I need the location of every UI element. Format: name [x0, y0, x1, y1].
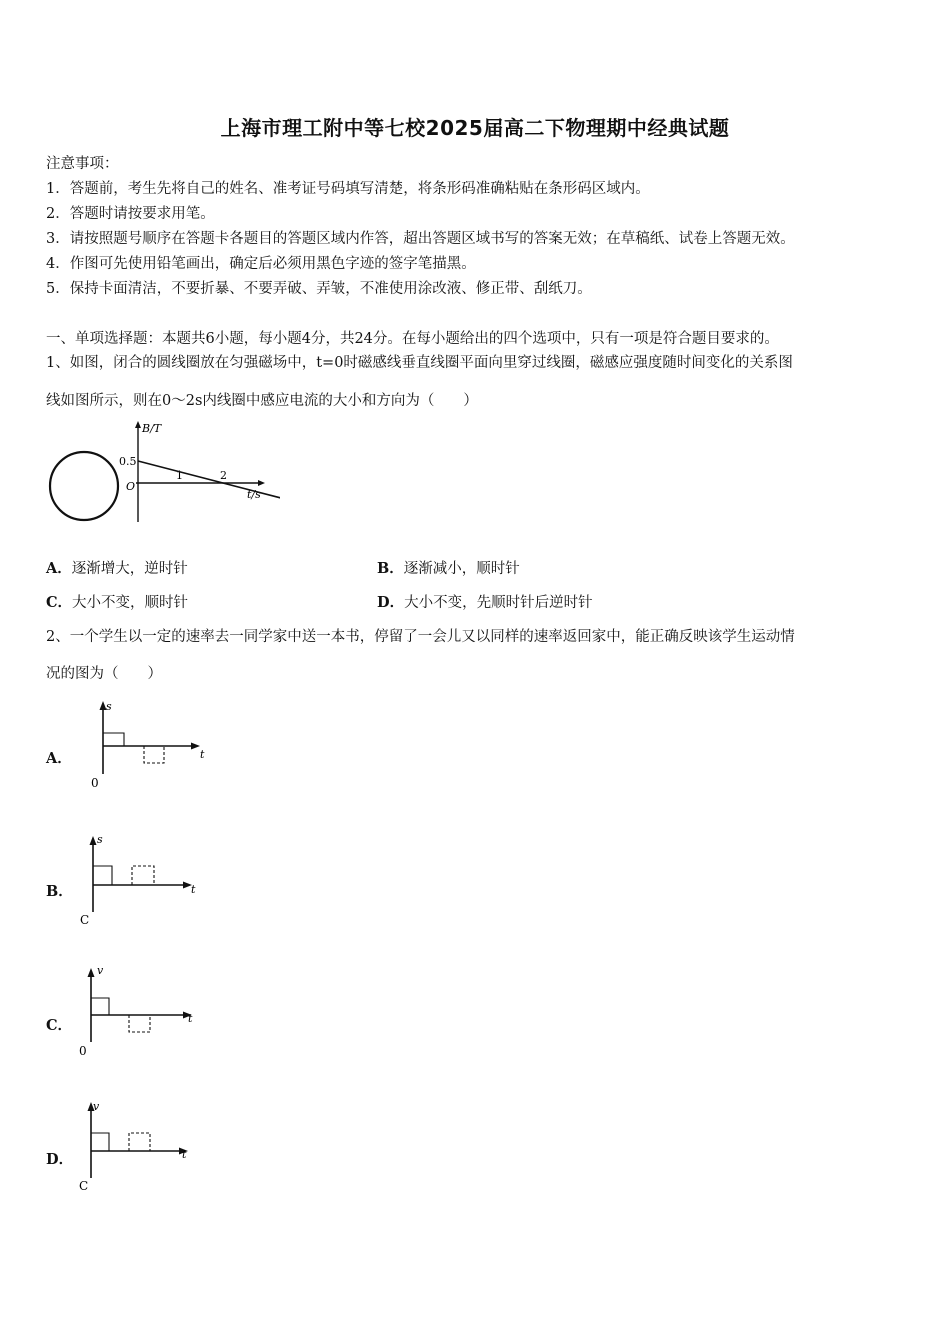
question-1-text: 线如图所示，则在0～2s内线圈中感应电流的大小和方向为（ ）	[46, 393, 478, 409]
x-axis-label: t	[188, 1012, 193, 1025]
y-tick-label: 0.5	[119, 455, 137, 468]
option-text: 大小不变，顺时针	[72, 595, 189, 611]
section-heading: 一、单项选择题：本题共6小题，每小题4分，共24分。在每小题给出的四个选项中，只有一项是符合题目要求的。	[46, 331, 779, 347]
graph-segment	[132, 866, 154, 885]
option-letter: C．	[46, 1017, 73, 1034]
x-axis-arrow	[191, 743, 200, 750]
notice-heading: 注意事项：	[46, 156, 119, 172]
notice-item: 3．请按照题号顺序在答题卡各题目的答题区域内作答，超出答题区域书写的答案无效；在草稿纸、试卷上答题无效。	[46, 231, 795, 247]
graph-segment	[91, 1133, 109, 1151]
option-letter: A．	[46, 750, 72, 767]
graph-segment	[103, 733, 124, 746]
origin-label: 0	[79, 1044, 87, 1058]
question-1-text: 1、如图，闭合的圆线圈放在匀强磁场中，t=0时磁感线垂直线圈平面向里穿过线圈，磁感应强度随时间变化的关系图	[46, 355, 793, 371]
q2-graph-c	[76, 962, 206, 1062]
question-2-text: 况的图为（ ）	[46, 666, 162, 682]
q2-option-c[interactable]	[46, 1014, 72, 1035]
option-letter: D．	[377, 594, 405, 611]
b-t-graph	[119, 421, 280, 522]
origin-label: C	[80, 913, 90, 927]
option-letter: B．	[46, 883, 73, 900]
option-text: 逐渐增大，逆时针	[71, 561, 188, 577]
q2-graph-d	[76, 1096, 206, 1196]
q1-option-b[interactable]	[377, 557, 520, 578]
option-letter: B．	[377, 560, 404, 577]
option-text: 逐渐减小，顺时针	[403, 561, 520, 577]
graph-segment	[93, 866, 112, 885]
option-letter: A．	[46, 560, 72, 577]
option-text: 大小不变，先顺时针后逆时针	[404, 595, 593, 611]
x-axis-label: t	[191, 883, 196, 896]
origin-label: 0	[91, 776, 99, 790]
q2-option-a[interactable]	[46, 747, 72, 768]
notice-item: 4．作图可先使用铅笔画出，确定后必须用黑色字迹的签字笔描黑。	[46, 256, 476, 272]
q2-option-b[interactable]	[46, 880, 73, 901]
coil-circle	[50, 452, 118, 520]
y-axis-label: B/T	[142, 422, 162, 435]
y-axis-arrow	[90, 836, 97, 845]
x-axis-arrow	[258, 480, 265, 486]
y-axis-arrow	[135, 421, 141, 428]
graph-segment	[144, 746, 164, 763]
x-axis-label: t/s	[247, 488, 261, 501]
graph-segment	[91, 998, 109, 1015]
q1-option-c[interactable]	[46, 591, 188, 612]
option-letter: D．	[46, 1151, 74, 1168]
q1-option-a[interactable]	[46, 557, 188, 578]
q1-option-d[interactable]	[377, 591, 593, 612]
graph-segment	[129, 1015, 150, 1032]
notice-item: 5．保持卡面清洁，不要折暴、不要弄破、弄皱，不准使用涂改液、修正带、刮纸刀。	[46, 281, 592, 297]
graph-segment	[129, 1133, 150, 1151]
page-title: 上海市理工附中等七校2025届高二下物理期中经典试题	[220, 116, 730, 140]
x-tick-label: 1	[176, 469, 183, 482]
notice-item: 1．答题前，考生先将自己的姓名、准考证号码填写清楚，将条形码准确粘贴在条形码区域内。	[46, 181, 650, 197]
question-2-text: 2、一个学生以一定的速率去一同学家中送一本书，停留了一会儿又以同样的速率返回家中，能正确反映该学生运动情	[46, 629, 795, 645]
x-tick-label: 2	[220, 469, 227, 482]
x-axis-label: t	[182, 1148, 187, 1161]
option-letter: C．	[46, 594, 73, 611]
q2-graph-a	[86, 698, 216, 793]
origin-label: O	[126, 480, 136, 493]
y-axis-label: v	[97, 964, 104, 977]
y-axis-label: s	[97, 833, 103, 846]
notice-item: 2．答题时请按要求用笔。	[46, 206, 215, 222]
q2-graph-b	[76, 830, 206, 930]
q1-figure	[40, 418, 280, 530]
x-axis-label: t	[200, 748, 205, 761]
y-axis-arrow	[88, 968, 95, 977]
q2-option-d[interactable]	[46, 1148, 73, 1169]
y-axis-label: v	[93, 1100, 100, 1113]
y-axis-label: s	[106, 700, 112, 713]
origin-label: C	[79, 1179, 89, 1193]
